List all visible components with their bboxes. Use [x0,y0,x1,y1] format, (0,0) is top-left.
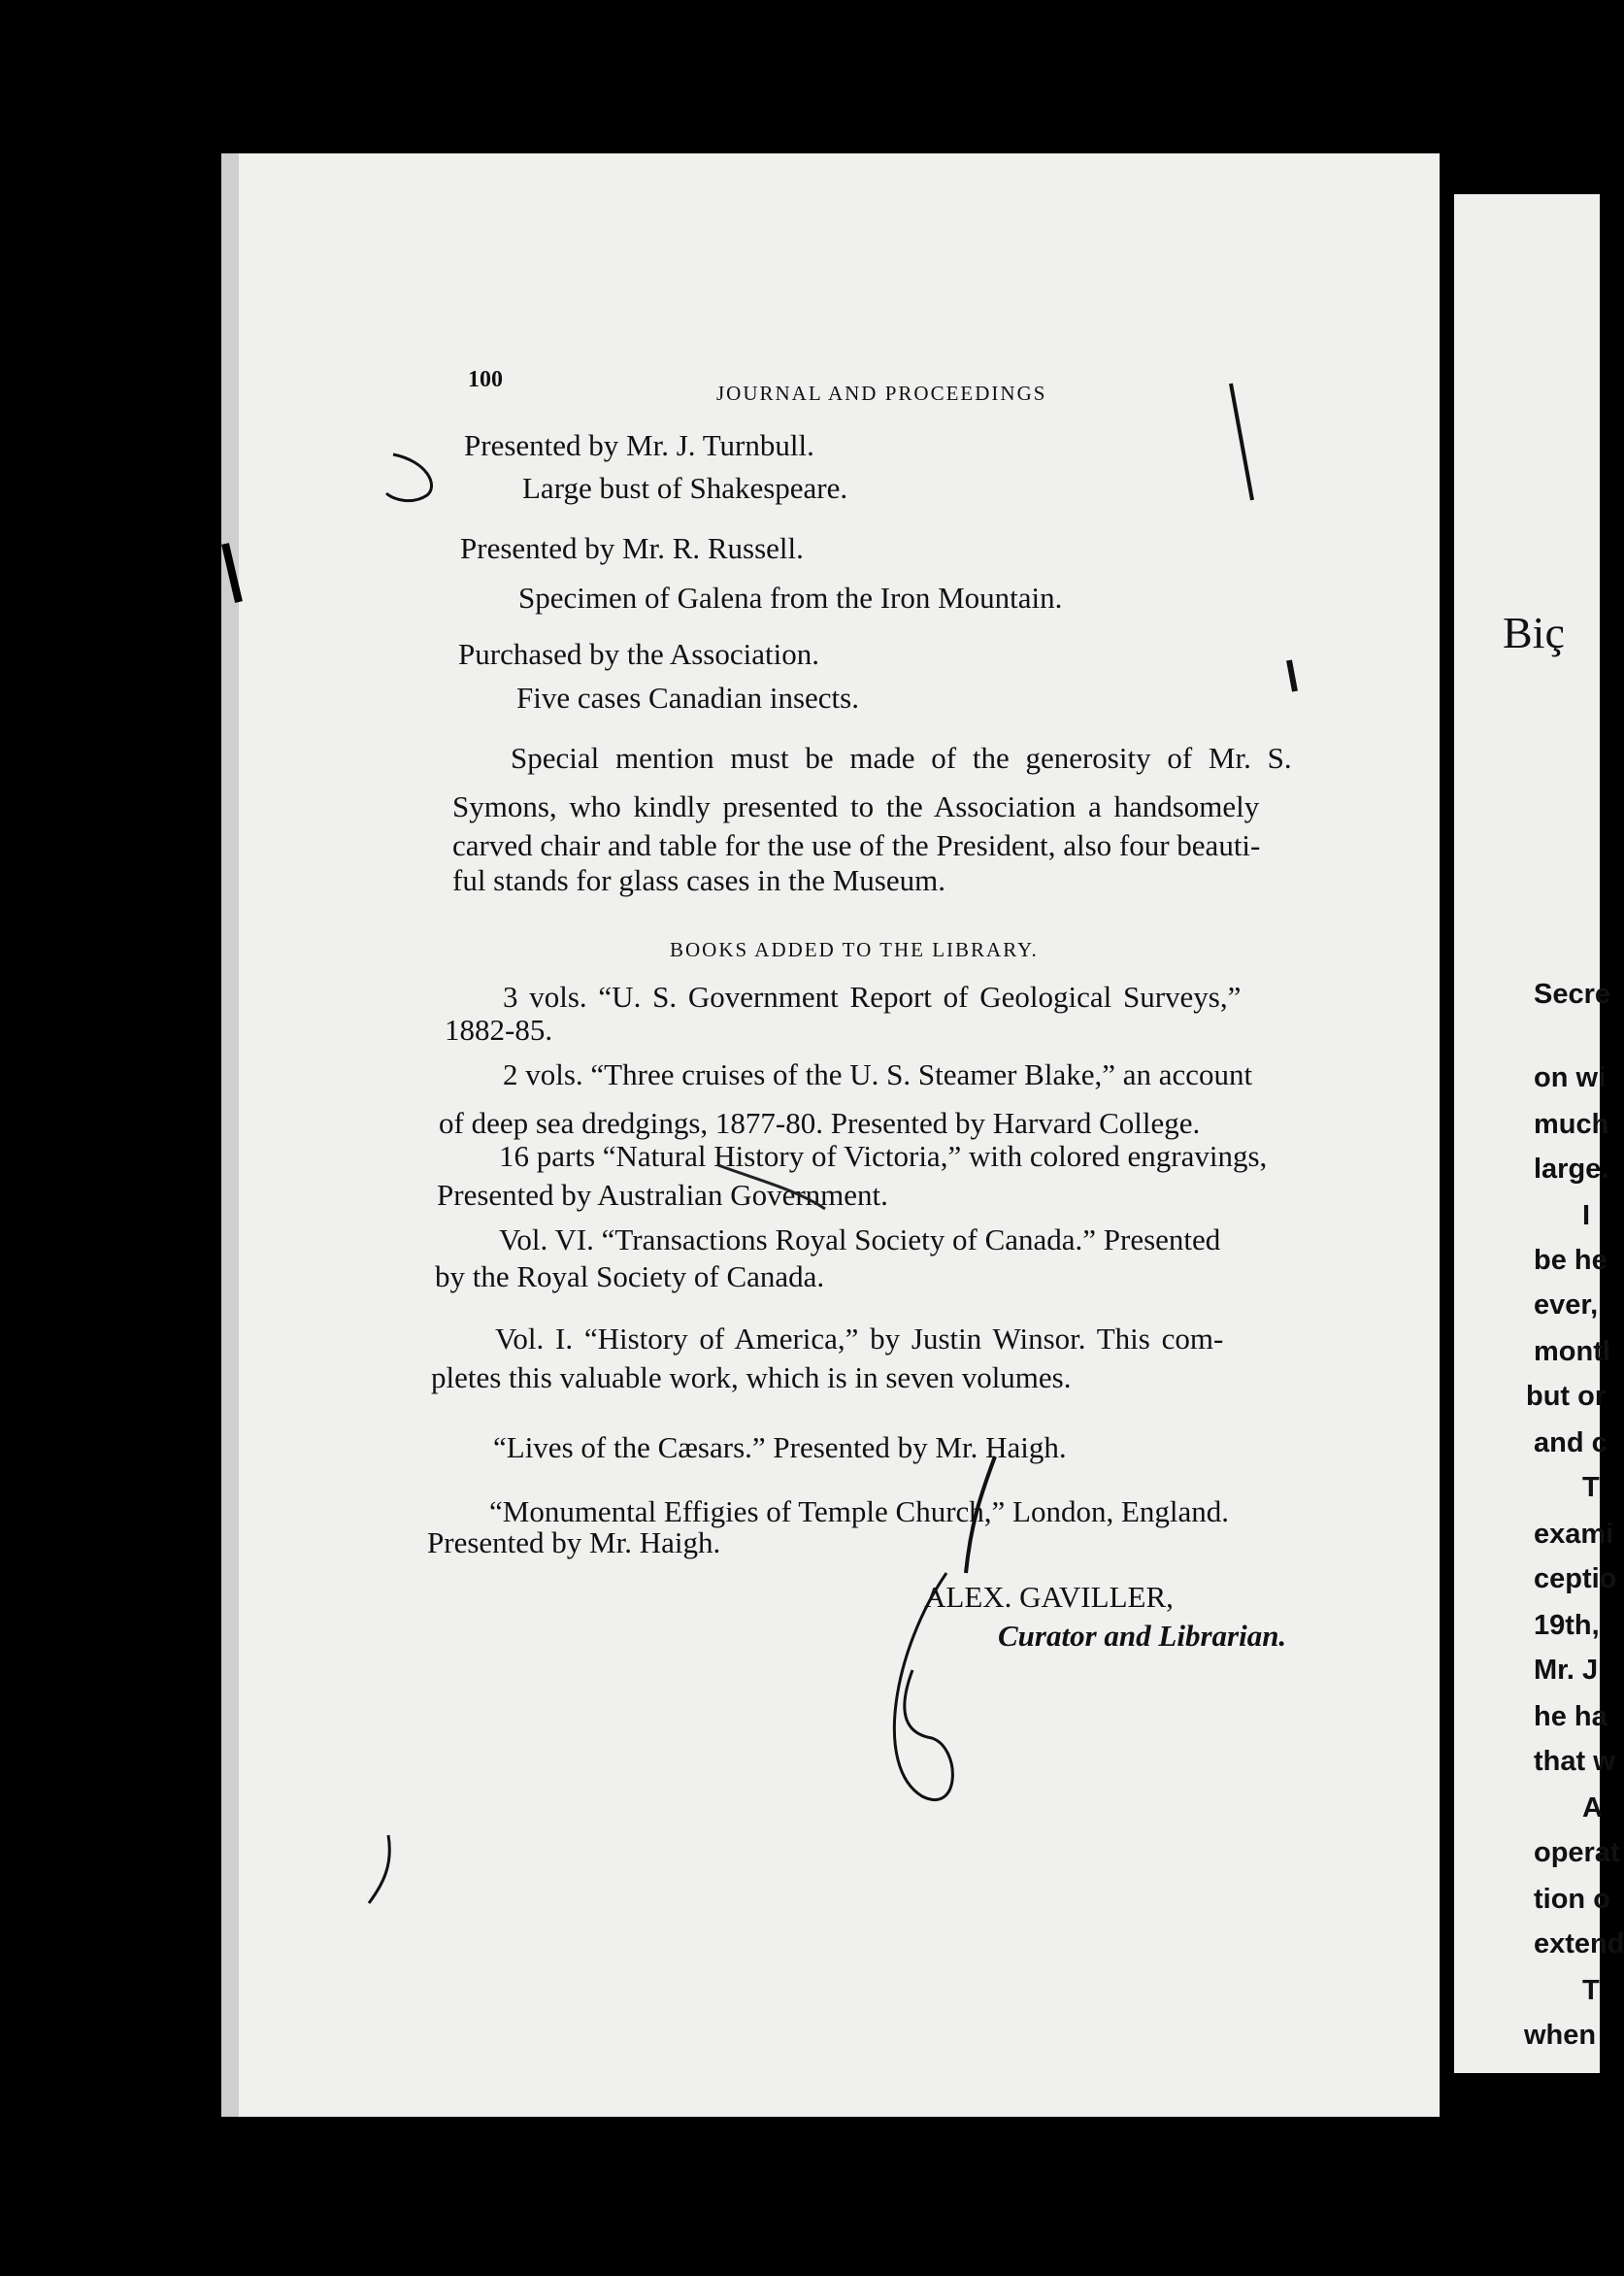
book-entry: 3 vols. “U. S. Government Report of Geological Surveys,” [503,980,1242,1014]
book-entry-cont: Presented by Mr. Haigh. [427,1525,721,1559]
book-entry-cont: of deep sea dredgings, 1877-80. Presented by Harvard College. [439,1106,1201,1140]
facing-heading-fragment: Biç [1503,608,1565,657]
paragraph-line: ful stands for glass cases in the Museum. [452,863,945,897]
running-title: JOURNAL AND PROCEEDINGS [716,382,1047,405]
facing-line: montl [1534,1336,1610,1367]
handwritten-loop-mark [894,1573,952,1800]
book-entry: “Monumental Effigies of Temple Church,” London, England. [489,1494,1230,1528]
facing-line: that w [1534,1746,1615,1777]
facing-line: operat [1534,1837,1620,1868]
facing-line: ever, [1534,1289,1599,1321]
donor-line: Purchased by the Association. [458,637,819,671]
facing-line: ceptio [1534,1563,1617,1594]
book-entry-cont: pletes this valuable work, which is in seven volumes. [431,1360,1072,1394]
pen-stroke-mark [1231,384,1252,500]
page-number: 100 [468,367,503,392]
strike-mark [718,1165,825,1209]
edge-mark [225,544,239,602]
facing-line: T [1582,1472,1600,1503]
facing-line: Secre [1534,979,1611,1010]
facing-line: tion o [1534,1884,1610,1915]
donation-item: Specimen of Galena from the Iron Mountain. [518,581,1063,615]
facing-line: much [1534,1109,1609,1140]
donation-item: Large bust of Shakespeare. [522,471,848,505]
book-entry-cont: 1882-85. [445,1013,553,1047]
ink-mark [1289,660,1295,691]
facing-line: when [1524,2020,1597,2051]
pencil-arc-mark [386,454,432,501]
book-entry: 16 parts “Natural History of Victoria,” with colored engravings, [499,1139,1268,1173]
signature-name: ALEX. GAVILLER, [924,1580,1174,1614]
signature-title: Curator and Librarian. [998,1619,1287,1653]
facing-line: I [1582,1200,1591,1231]
gutter [1440,194,1454,2073]
facing-line: A [1582,1792,1603,1824]
book-entry: 2 vols. “Three cruises of the U. S. Steamer Blake,” an account [503,1057,1253,1091]
facing-line: he ha [1534,1701,1607,1732]
facing-line: be he [1534,1245,1607,1276]
facing-line: on wi [1534,1062,1607,1093]
handwritten-stroke-mark [966,1456,995,1573]
facing-line: exami [1534,1519,1614,1550]
paragraph-line: Symons, who kindly presented to the Association a handsomely [452,789,1260,823]
paragraph-line: Special mention must be made of the generosity of Mr. S. [511,741,1292,775]
donation-item: Five cases Canadian insects. [516,681,859,715]
donor-line: Presented by Mr. J. Turnbull. [464,428,814,462]
paragraph-line: carved chair and table for the use of the President, also four beauti- [452,828,1261,862]
section-heading: BOOKS ADDED TO THE LIBRARY. [670,938,1039,961]
donor-line: Presented by Mr. R. Russell. [460,531,804,565]
facing-line: but or [1526,1381,1607,1412]
facing-line: Mr. J [1534,1655,1599,1686]
facing-line: extend [1534,1928,1624,1959]
book-entry: Vol. I. “History of America,” by Justin Winsor. This com- [495,1322,1224,1356]
facing-line: T [1582,1975,1600,2006]
book-entry-cont: Presented by Australian Government. [437,1178,888,1212]
margin-mark [369,1835,389,1903]
facing-line: large. [1534,1154,1609,1185]
book-entry: “Lives of the Cæsars.” Presented by Mr. Haigh. [493,1430,1067,1464]
facing-line: and c [1534,1427,1607,1458]
book-entry-cont: by the Royal Society of Canada. [435,1259,825,1293]
facing-line: 19th, [1534,1610,1600,1641]
book-entry: Vol. VI. “Transactions Royal Society of Canada.” Presented [499,1222,1221,1256]
